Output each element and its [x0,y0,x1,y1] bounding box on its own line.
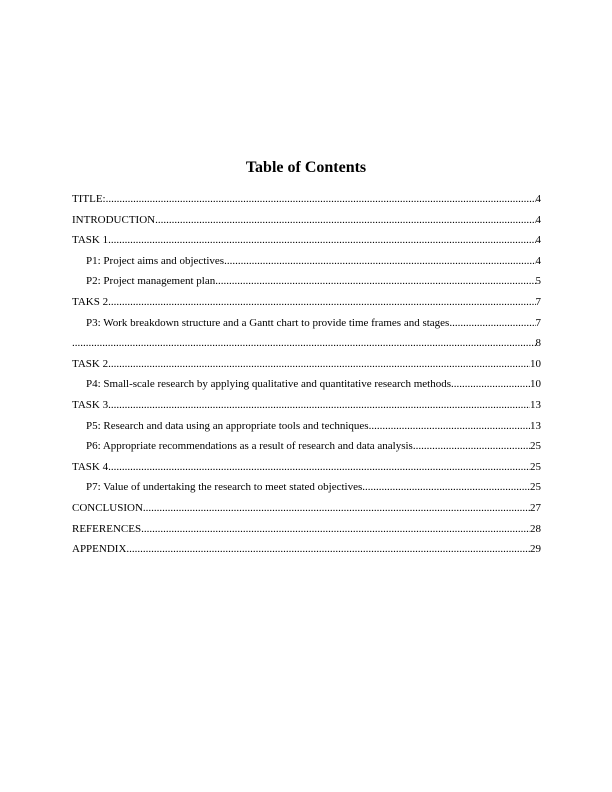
toc-entry[interactable] [72,296,541,309]
toc-entry-page: 4 [535,254,541,267]
toc-entry[interactable] [72,234,541,247]
toc-entry-title: P1: Project aims and objectives [86,254,225,267]
toc-entry-page: 5 [535,275,541,288]
toc-entry-page: 7 [535,295,541,308]
toc-entry-title: TASK 2 [72,357,109,370]
toc-entry[interactable] [72,543,541,556]
dot-leader [215,275,535,288]
toc-entry-title: TASK 4 [72,460,109,473]
toc-entry-page: 4 [535,234,541,247]
toc-entry-page: 4 [535,213,541,226]
toc-entry-page: 13 [530,398,541,411]
dot-leader [108,461,530,474]
toc-entry-page: 27 [530,501,541,514]
toc-entry-page: 13 [530,419,541,432]
toc-subentry[interactable] [72,255,541,268]
toc-entry[interactable] [72,502,541,515]
toc-entry[interactable] [72,523,541,536]
toc-entry-title: P3: Work breakdown structure and a Gantt chart to provide time frames and stages [86,316,450,329]
toc-subentry[interactable] [72,440,541,453]
toc-subentry[interactable] [72,378,541,391]
dot-leader [224,255,535,268]
toc-entry-page: 7 [535,316,541,329]
toc-entry-title: APPENDIX [72,543,127,556]
toc-entry-title: P5: Research and data using an appropriate tools and techniques [86,419,369,432]
dot-leader [143,502,530,515]
toc-title: Table of Contents [245,159,367,176]
dot-leader [454,378,530,391]
toc-entry-title: INTRODUCTION [72,213,156,226]
toc-entry-title: TITLE: [72,193,106,205]
toc-subentry[interactable] [72,275,541,288]
dot-leader [108,399,530,412]
toc-entry[interactable] [72,337,541,350]
toc-entry-page: 10 [530,357,541,370]
dot-leader [72,337,536,350]
toc-list [72,193,541,564]
toc-subentry[interactable] [72,481,541,494]
toc-entry-page: 4 [535,193,541,205]
toc-entry-title: P2: Project management plan [86,275,216,288]
toc-entry[interactable] [72,214,541,227]
dot-leader [155,214,535,227]
dot-leader [108,296,535,309]
toc-entry-page: 8 [535,337,541,350]
dot-leader [141,523,530,536]
toc-entry[interactable] [72,461,541,474]
dot-leader [449,317,535,330]
toc-entry-page: 25 [530,481,541,494]
dot-leader [106,193,536,206]
toc-entry-title: REFERENCES [72,522,142,535]
dot-leader [126,543,530,556]
toc-entry[interactable] [72,358,541,371]
toc-entry-title: TASK 3 [72,398,109,411]
toc-entry-title: TAKS 2 [72,295,109,308]
toc-entry-page: 25 [530,440,541,453]
dot-leader [413,440,530,453]
toc-entry-title: P7: Value of undertaking the research to meet stated objectives [86,481,363,494]
toc-entry-title: CONCLUSION [72,501,143,514]
toc-entry[interactable] [72,399,541,412]
dot-leader [108,234,535,247]
toc-entry-title: TASK 1 [72,234,109,247]
toc-subentry[interactable] [72,317,541,330]
toc-entry-page: 28 [530,522,541,535]
toc-entry-title: P4: Small-scale research by applying qualitative and quantitative research methods. [86,378,454,391]
toc-entry-title: P6: Appropriate recommendations as a result of research and data analysis [86,440,413,453]
toc-entry-page: 25 [530,460,541,473]
dot-leader [369,420,530,433]
toc-entry-page: 29 [530,543,541,556]
toc-subentry[interactable] [72,420,541,433]
toc-entry-page: 10 [530,378,541,391]
toc-entry[interactable] [72,193,541,206]
dot-leader [108,358,530,371]
dot-leader [362,481,530,494]
